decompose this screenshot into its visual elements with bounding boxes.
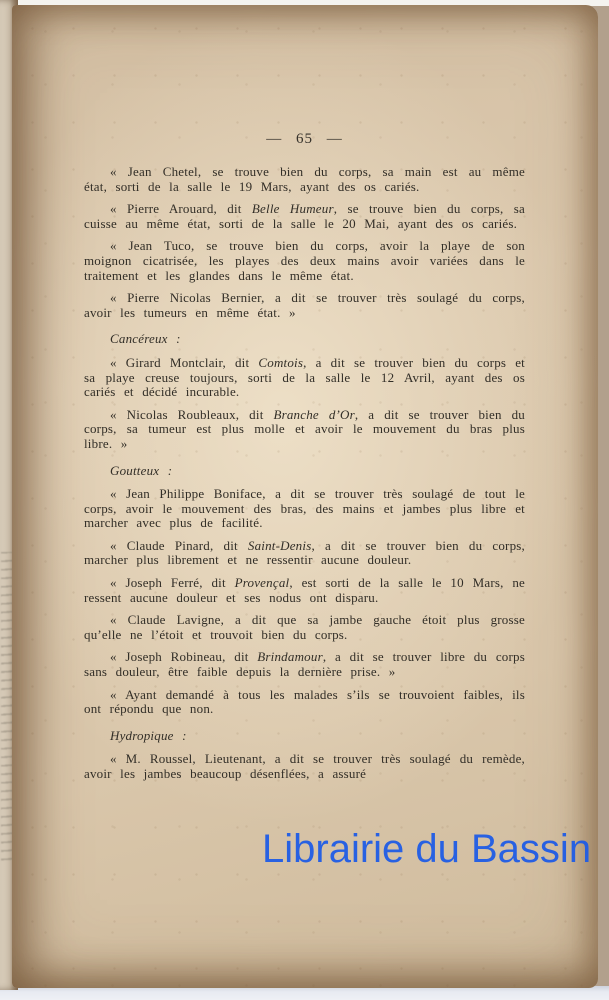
paragraph: « M. Roussel, Lieutenant, a dit se trouver très soulagé du remède, avoir les jambes beaucoup désenflées, a assuré (84, 751, 525, 781)
paragraph: « Nicolas Roubleaux, dit Branche d’Or, a dit se trouver bien du corps, sa tumeur est plus molle et avoir le mouvement du bras plus libre. » (84, 406, 525, 451)
paragraph: « Pierre Arouard, dit Belle Humeur, se trouve bien du corps, sa cuisse au même état, sorti de la salle le 20 Mai, ayant des os cariés. (84, 201, 525, 231)
watermark: Librairie du Bassin (262, 827, 592, 871)
paragraph: « Pierre Nicolas Bernier, a dit se trouver très soulagé du corps, avoir les tumeurs en même état. » (84, 290, 525, 320)
page-number: — 65 — (266, 131, 343, 147)
paragraph: « Jean Tuco, se trouve bien du corps, avoir la playe de son moignon cicatrisée, les playes des deux mains avoir variées dans le traitement et les glandes dans le même état. (84, 238, 525, 283)
paragraph: « Jean Philippe Boniface, a dit se trouver très soulagé de tout le corps, avoir le mouvement des bras, des mains et jambes plus libre et marcher avec plus de facilité. (84, 486, 525, 531)
paragraph: « Girard Montclair, dit Comtois, a dit se trouver bien du corps et sa playe creuse toujours, sorti de la salle le 12 Avril, ayant des os cariés et décidé incurable. (84, 354, 525, 400)
background-bottom-strip (0, 986, 609, 1000)
paragraph: « Ayant demandé à tous les malades s’ils se trouvoient faibles, ils ont répondu que non. (84, 686, 525, 717)
page-body (84, 165, 525, 790)
paragraph: « Joseph Ferré, dit Provençal, est sorti de la salle le 10 Mars, ne ressent aucune douleur et ses nodus ont disparu. (84, 575, 526, 605)
section-heading: Hydropique : (110, 727, 187, 743)
paragraph: « Joseph Robineau, dit Brindamour, a dit se trouver libre du corps sans douleur, être faible depuis la dernière prise. » (84, 649, 525, 680)
paragraph: « Jean Chetel, se trouve bien du corps, sa main est au même état, sorti de la salle le 19 Mars, ayant des os cariés. (84, 164, 525, 194)
paragraph: « Claude Lavigne, a dit que sa jambe gauche étoit plus grosse qu’elle ne l’étoit et trouvoit bien du corps. (84, 612, 525, 642)
section-heading: Cancéreux : (110, 331, 181, 347)
paragraph: « Claude Pinard, dit Saint-Denis, a dit se trouver bien du corps, marcher plus librement et ne ressentir aucune douleur. (84, 537, 525, 568)
section-heading: Goutteux : (110, 462, 173, 478)
